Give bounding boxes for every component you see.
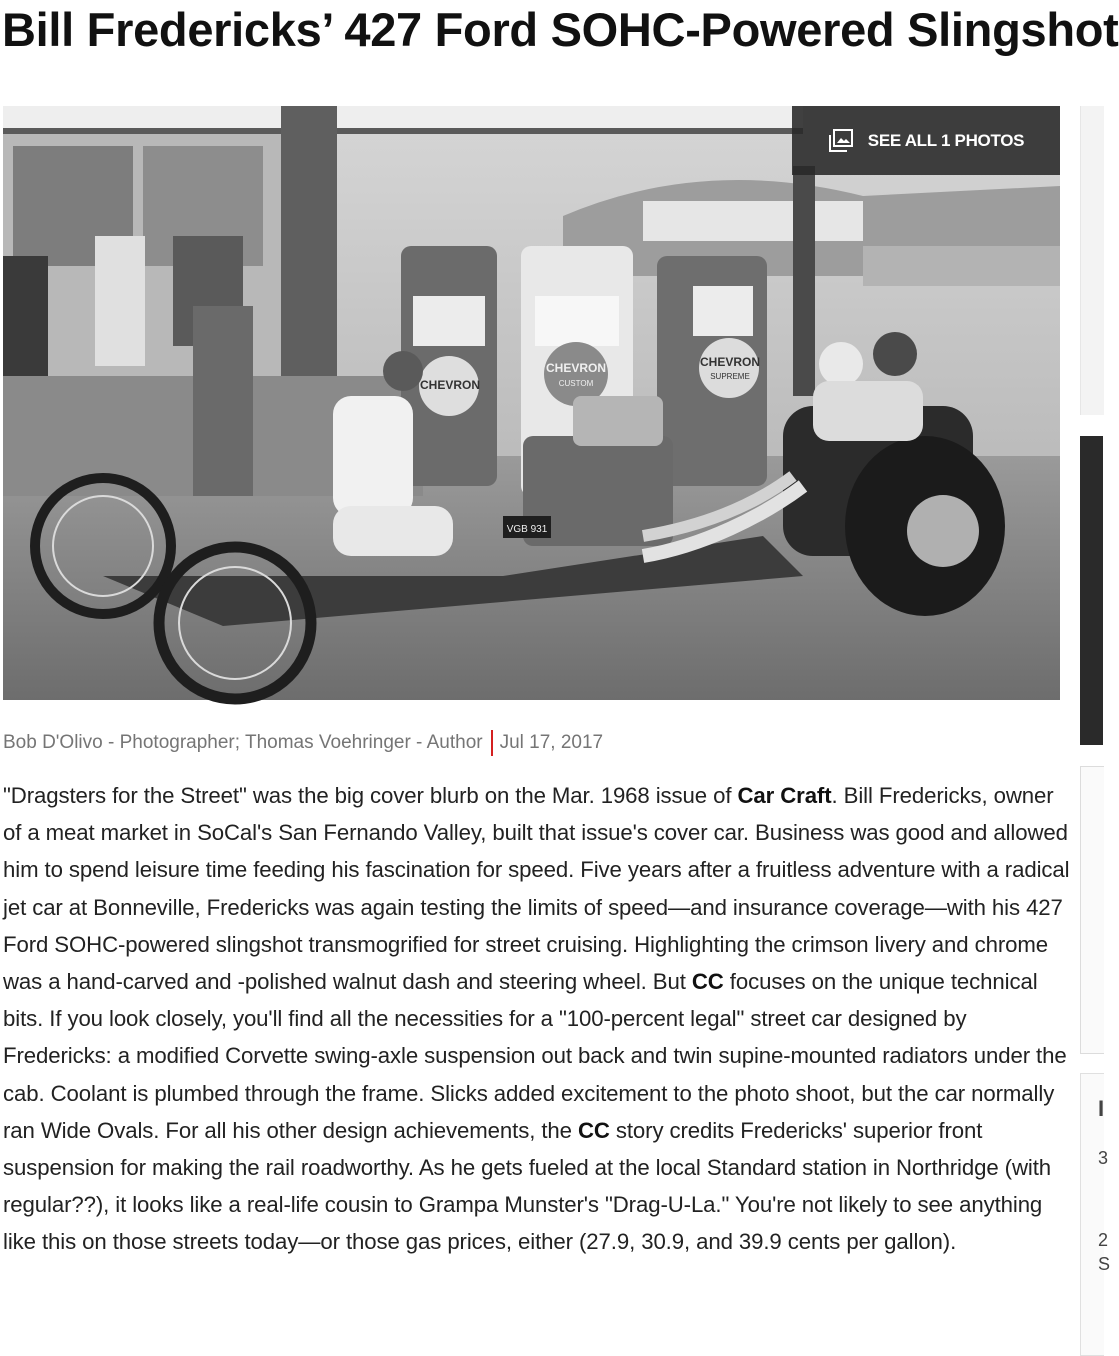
- sidebar-widget[interactable]: [1080, 766, 1104, 1054]
- body-bold-cc: CC: [577, 1117, 610, 1143]
- see-all-photos-label: SEE ALL 1 PHOTOS: [867, 130, 1025, 150]
- byline-credits: Bob D'Olivo - Photographer; Thomas Voehringer - Author: [3, 732, 483, 753]
- sidebar-media-slot[interactable]: [1080, 436, 1103, 745]
- body-text-part: focuses on the unique technical bits. If you look closely, you'll find all the necessities for a "100-percent legal" street car designed by Fredericks: a modified Corvette swing-axle suspension out back and twin supine-mounted radiators under the cab. Coolant is plumbed through the frame. Slicks added excitement to the photo shoot, but the car normally ran Wide Ovals. For all his other design achievements, the: [3, 969, 1067, 1143]
- hero-photo-illustration: [3, 106, 1060, 700]
- body-text-part: "Dragsters for the Street" was the big cover blurb on the Mar. 1968 issue of: [3, 783, 738, 808]
- sidebar-ad-slot[interactable]: [1080, 106, 1104, 415]
- body-text-part: story credits Fredericks' superior front suspension for making the rail roadworthy. As he gets fueled at the local Standard station in Northridge (with regular??), it looks like a real-life cousin to Grampa Munster's "Drag-U-La." You're not likely to see anything like this on those streets today—or those gas prices, either (27.9, 30.9, and 39.9 cents per gallon).: [3, 1117, 1052, 1255]
- article-body-paragraph: [3, 777, 1073, 1261]
- byline: [3, 730, 603, 756]
- sidebar-list[interactable]: [1080, 1073, 1111, 1356]
- hero-photo[interactable]: [3, 106, 1060, 700]
- body-text-part: . Bill Fredericks, owner of a meat market in SoCal's San Fernando Valley, built that issue's cover car. Business was good and allowed him to spend leisure time feeding his fascination for speed. Five years after a fruitless adventure with a radical jet car at Bonneville, Fredericks was again testing the limits of speed—and insurance coverage—with his 427 Ford SOHC-powered slingshot transmogrified for street cruising. Highlighting the crimson livery and chrome was a hand-carved and -polished walnut dash and steering wheel. But: [3, 783, 1070, 995]
- article-title: Bill Fredericks’ 427 Ford SOHC-Powered Slingshot: [2, 3, 1119, 56]
- body-bold-car-craft: Car Craft: [737, 783, 832, 808]
- sidebar-fragment: 3: [1098, 1148, 1109, 1168]
- see-all-photos-button[interactable]: [792, 106, 1060, 175]
- publish-date: Jul 17, 2017: [499, 732, 604, 753]
- pump-sub-text: CUSTOM: [558, 379, 594, 388]
- body-bold-cc: CC: [691, 969, 724, 995]
- gallery-icon: [828, 129, 854, 153]
- pump-brand-text: CHEVRON: [699, 355, 761, 369]
- sidebar-fragment: 2: [1098, 1230, 1109, 1250]
- byline-divider: [491, 730, 493, 756]
- pump-sub-text: SUPREME: [710, 372, 750, 381]
- pump-brand-text: CHEVRON: [419, 378, 481, 392]
- pump-brand-text: CHEVRON: [545, 361, 607, 375]
- sidebar-fragment: S: [1098, 1254, 1111, 1274]
- sidebar-fragment: I: [1098, 1096, 1105, 1121]
- license-plate-text: VGB 931: [506, 524, 548, 535]
